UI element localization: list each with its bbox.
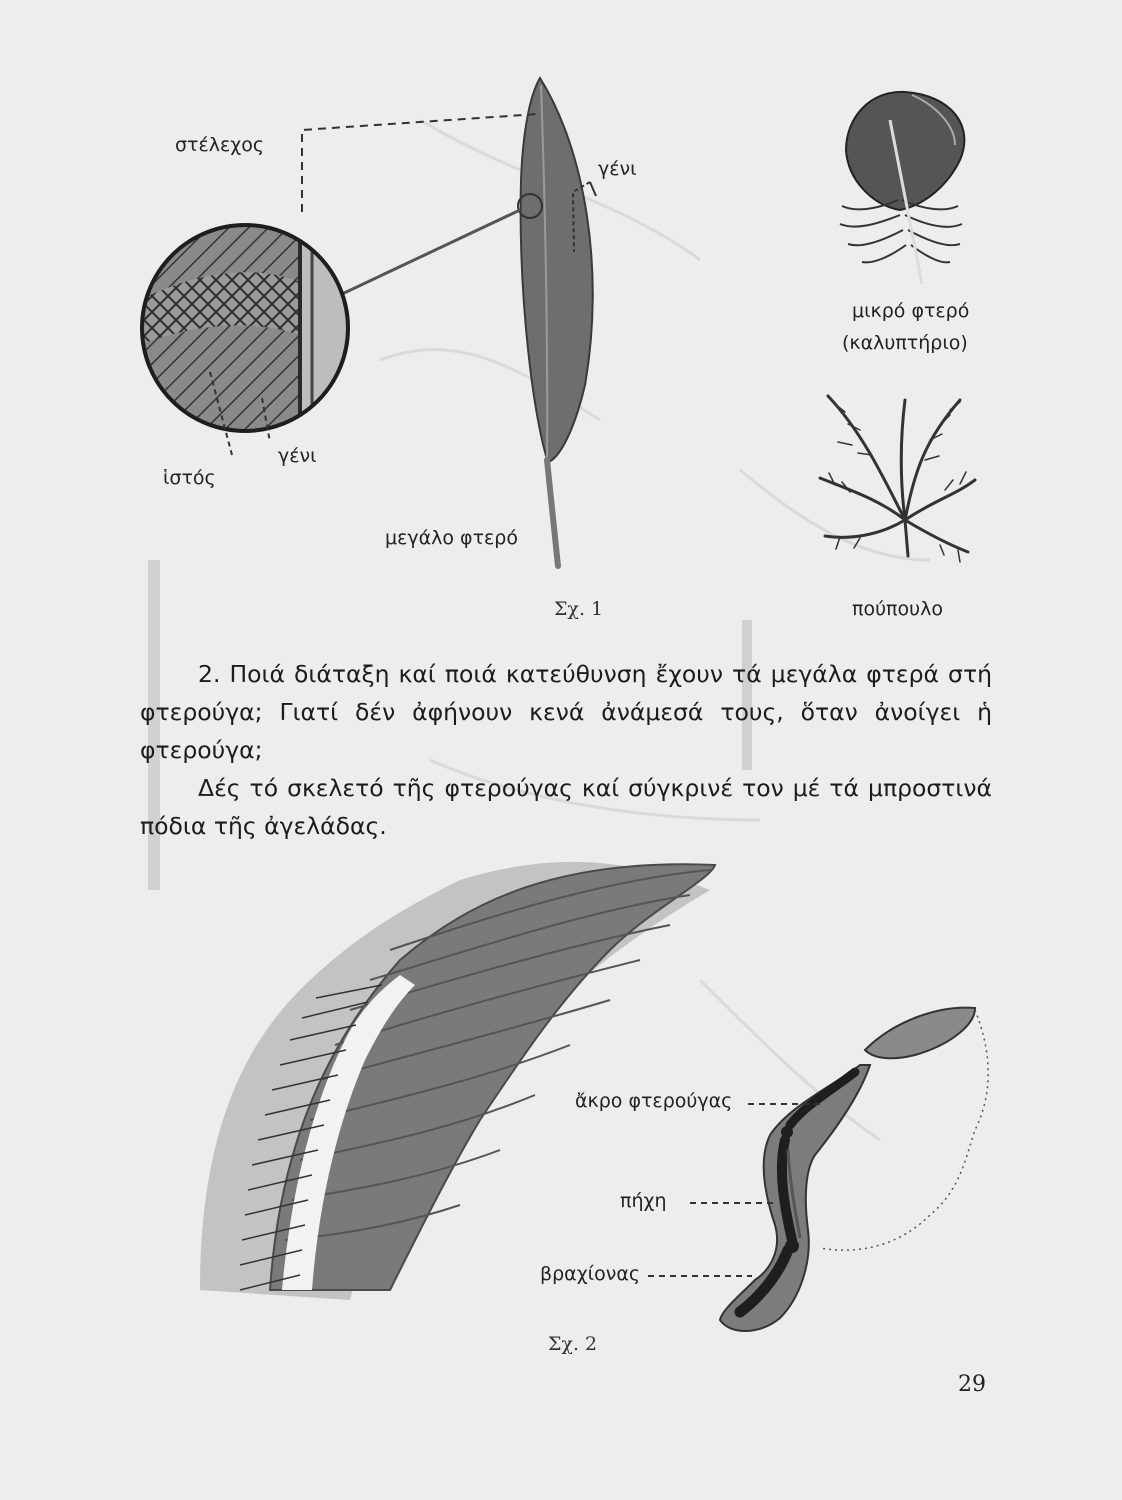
- label-arm: βραχίονας: [540, 1263, 641, 1285]
- label-stem: στέλεχος: [175, 134, 265, 156]
- label-large-feather: μεγάλο φτερό: [385, 527, 518, 549]
- label-wing-tip: ἄκρο φτερούγας: [575, 1090, 733, 1112]
- label-barb-detail: γένι: [278, 445, 317, 467]
- label-small-feather-type: (καλυπτήριο): [842, 332, 968, 354]
- figure-1-caption: Σχ. 1: [554, 598, 604, 620]
- large-feather-drawing: [518, 78, 596, 566]
- small-feather-drawing: [840, 92, 964, 284]
- wing-skeleton-drawing: [648, 1008, 988, 1331]
- question-text: [140, 655, 992, 845]
- figure-2-caption: Σχ. 2: [548, 1333, 598, 1355]
- label-down-feather: πούπουλο: [852, 598, 943, 620]
- label-small-feather: μικρό φτερό: [852, 300, 970, 322]
- wing-drawing: [200, 862, 715, 1300]
- page-number: 29: [958, 1372, 986, 1397]
- label-forearm: πήχη: [620, 1190, 667, 1212]
- label-vane: ἱστός: [163, 467, 216, 489]
- question-paragraph-2: Δές τό σκελετό τῆς φτερούγας καί σύγκρινέ τον μέ τά μπροστινά πόδια τῆς ἀγελάδας.: [140, 774, 992, 840]
- label-barb-large-feather: γένι: [598, 158, 637, 180]
- question-paragraph-1: 2. Ποιά διάταξη καί ποιά κατεύθυνση ἔχουν τά μεγάλα φτερά στή φτερούγα; Γιατί δέν ἀφήνουν κενά ἀνάμεσά τους, ὅταν ἀνοίγει ἡ φτερούγα;: [140, 660, 992, 764]
- down-feather-drawing: [820, 396, 975, 562]
- magnified-detail-drawing: [140, 224, 350, 455]
